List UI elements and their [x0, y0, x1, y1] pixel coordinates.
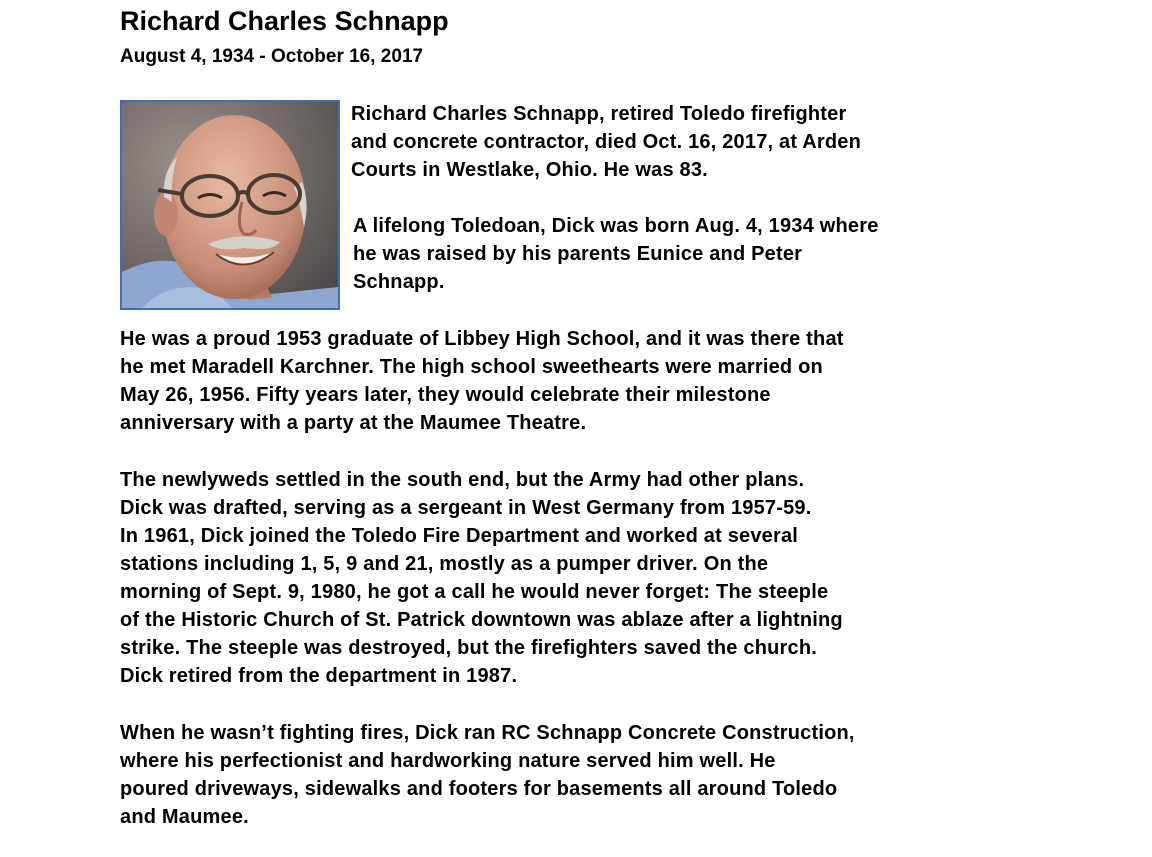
life-dates: August 4, 1934 - October 16, 2017: [120, 46, 424, 67]
paragraph-marriage: He was a proud 1953 graduate of Libbey High School, and it was there that he met Maradell Karchner. The high school sweethearts were married on May 26, 1956. Fifty years later, they would celebrate their milestone anniversary with a party at the Maumee Theatre.: [120, 328, 844, 434]
portrait-photo: [120, 100, 340, 310]
obituary-name: Richard Charles Schnapp: [120, 6, 449, 36]
paragraph-business: When he wasn’t fighting fires, Dick ran RC Schnapp Concrete Construction, where his perfectionist and hardworking nature served him well. He poured driveways, sidewalks and footers for basements all around Toledo and Maumee.: [120, 722, 855, 828]
paragraph-intro: Richard Charles Schnapp, retired Toledo firefighter and concrete contractor, died Oct. 16, 2017, at Arden Courts in Westlake, Ohio. He was 83.: [351, 103, 862, 181]
paragraph-early-life: A lifelong Toledoan, Dick was born Aug. 4, 1934 where he was raised by his parents Eunice and Peter Schnapp.: [353, 215, 879, 293]
portrait-photo-icon: [122, 102, 338, 308]
paragraph-career: The newlyweds settled in the south end, but the Army had other plans. Dick was drafted, serving as a sergeant in West Germany from 1957-59. In 1961, Dick joined the Toledo Fire Department and worked at several stations including 1, 5, 9 and 21, mostly as a pumper driver. On the morning of Sept. 9, 1980, he got a call he would never forget: The steeple of the Historic Church of St. Patrick downtown was ablaze after a lightning strike. The steeple was destroyed, but the firefighters saved the church. Dick retired from the department in 1987.: [120, 469, 843, 687]
